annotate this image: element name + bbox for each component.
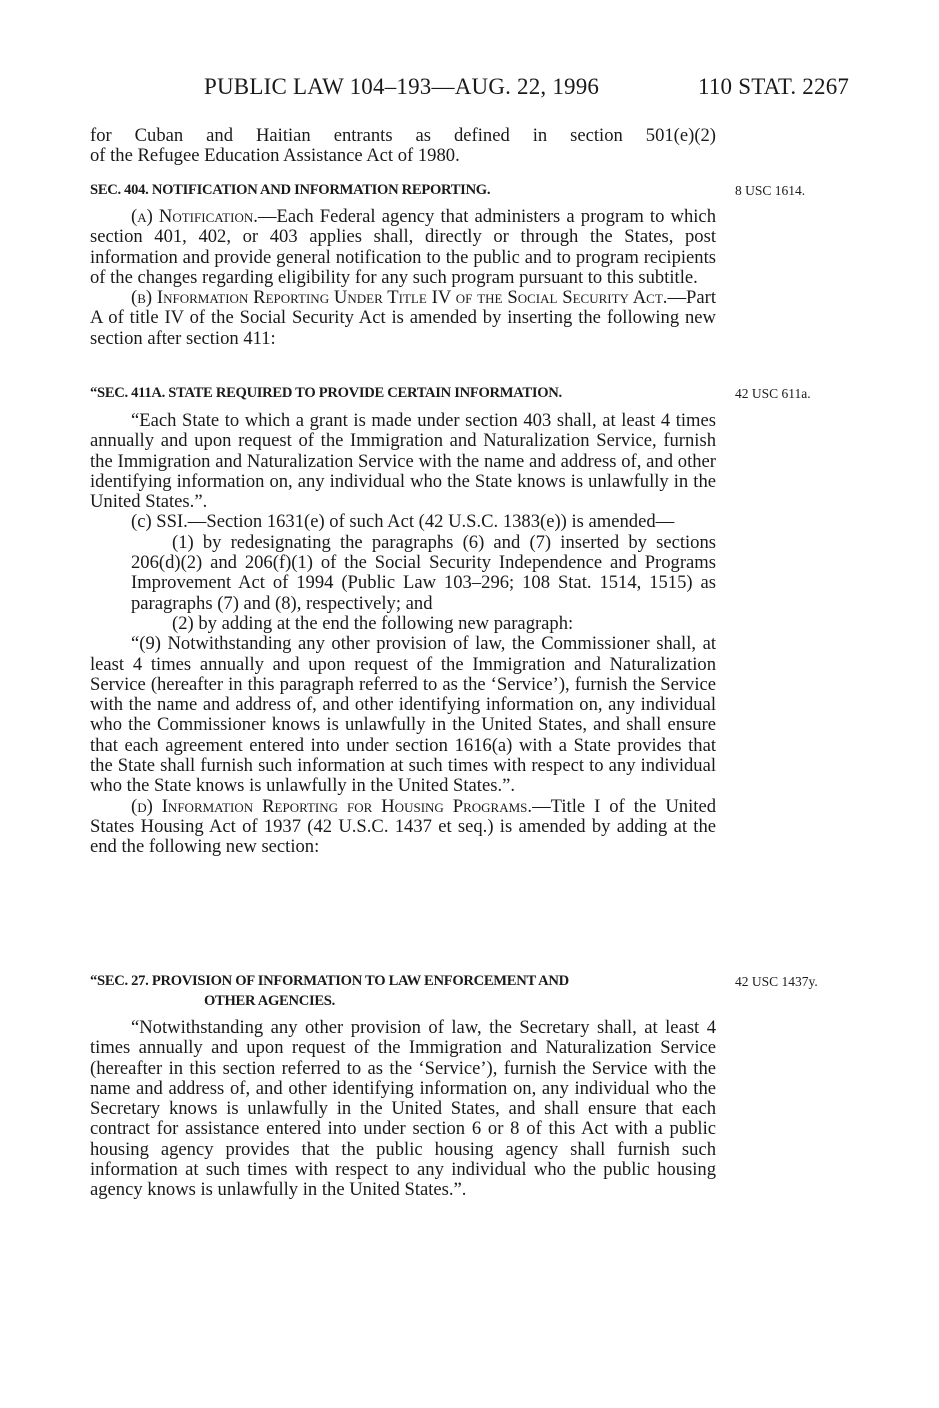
running-header-title: PUBLIC LAW 104–193—AUG. 22, 1996 — [204, 74, 600, 99]
margin-citation-42-usc-1437y: 42 USC 1437y. — [735, 974, 818, 989]
section-411a-body — [90, 411, 716, 858]
margin-citation-8-usc-1614: 8 USC 1614. — [735, 183, 806, 198]
subsection-d — [90, 797, 716, 858]
subsection-d-label: (d) Information Reporting for Housing Programs. — [131, 795, 533, 817]
section-404-heading: SEC. 404. NOTIFICATION AND INFORMATION REPORTING. — [90, 182, 491, 198]
section-404-body — [90, 207, 716, 349]
section-411a-heading: “SEC. 411A. STATE REQUIRED TO PROVIDE CERTAIN INFORMATION. — [90, 385, 562, 401]
paragraph-1: (1) by redesignating the paragraphs (6) and (7) inserted by sections 206(d)(2) and 206(f)(1) of the Social Security Independence and Programs Improvement Act of 1994 (Public Law 103–296; 108 Stat. 1514, 1515) as paragraphs (7) and (8), respectively; and — [131, 531, 716, 614]
section-27-text: “Notwithstanding any other provision of law, the Secretary shall, at least 4 times annually and upon request of the Immigration and Naturalization Service (hereafter in this section referred to as the ‘Service’), furnish the Service with the name and address of, and other identifying information on, any individual who the Secretary knows is unlawfully in the United States, and shall ensure that each contract for assistance entered into under section 6 or 8 of this Act with a public housing agency provides that the public housing agency shall furnish such information at such times with respect to any individual who the public housing agency knows is unlawfully in the United States.”. — [90, 1017, 716, 1201]
subsection-c: (c) SSI.—Section 1631(e) of such Act (42 U.S.C. 1383(e)) is amended— — [131, 511, 675, 533]
subsection-a-text: —Each Federal agency that administers a program to which section 401, 402, or 403 applies shall, directly or through the States, post information and provide general notification to the public and to program recipients of the changes regarding eligibility for any such program pursuant to this subtitle. — [90, 206, 716, 288]
subsection-b-text: —Part A of title IV of the Social Security Act is amended by inserting the following new section after section 411: — [90, 287, 716, 349]
intro-line-1: for Cuban and Haitian entrants as defined in section 501(e)(2) — [90, 125, 716, 146]
subsection-a-label: (a) Notification. — [131, 206, 258, 227]
subsection-a — [90, 207, 716, 288]
subsection-b — [90, 288, 716, 349]
section-27-heading-line-2: OTHER AGENCIES. — [204, 993, 335, 1009]
subsection-b-label: (b) Information Reporting Under Title IV of the Social Security Act. — [131, 287, 668, 309]
subsection-d-text: —Title I of the United States Housing Act of 1937 (42 U.S.C. 1437 et seq.) is amended by adding at the end the following new section: — [90, 795, 716, 858]
section-27-heading-line-1: “SEC. 27. PROVISION OF INFORMATION TO LAW ENFORCEMENT AND — [90, 973, 569, 989]
intro-line-2: of the Refugee Education Assistance Act of 1980. — [90, 145, 460, 167]
margin-citation-42-usc-611a: 42 USC 611a. — [735, 386, 811, 401]
page-stat-citation: 110 STAT. 2267 — [698, 74, 850, 99]
intro-paragraph — [90, 126, 716, 167]
section-27-body — [90, 1018, 716, 1201]
paragraph-2: (2) by adding at the end the following new paragraph: — [172, 612, 574, 634]
paragraph-9-quote: “(9) Notwithstanding any other provision of law, the Commissioner shall, at least 4 times annually and upon request of the Immigration and Naturalization Service (hereafter in this paragraph referred to as the ‘Service’), furnish the Service with the name and address of, and other identifying information on, any individual who the Commissioner knows is unlawfully in the United States, and shall ensure that each agreement entered into under section 1616(a) with a State provides that the State shall furnish such information at such times with respect to any individual who the State knows is unlawfully in the United States.”. — [90, 633, 716, 797]
section-411a-text: “Each State to which a grant is made under section 403 shall, at least 4 times annually and upon request of the Immigration and Naturalization Service, furnish the Immigration and Naturalization Service with the name and address of, and other identifying information on, any individual who the State knows is unlawfully in the United States.”. — [90, 410, 716, 513]
